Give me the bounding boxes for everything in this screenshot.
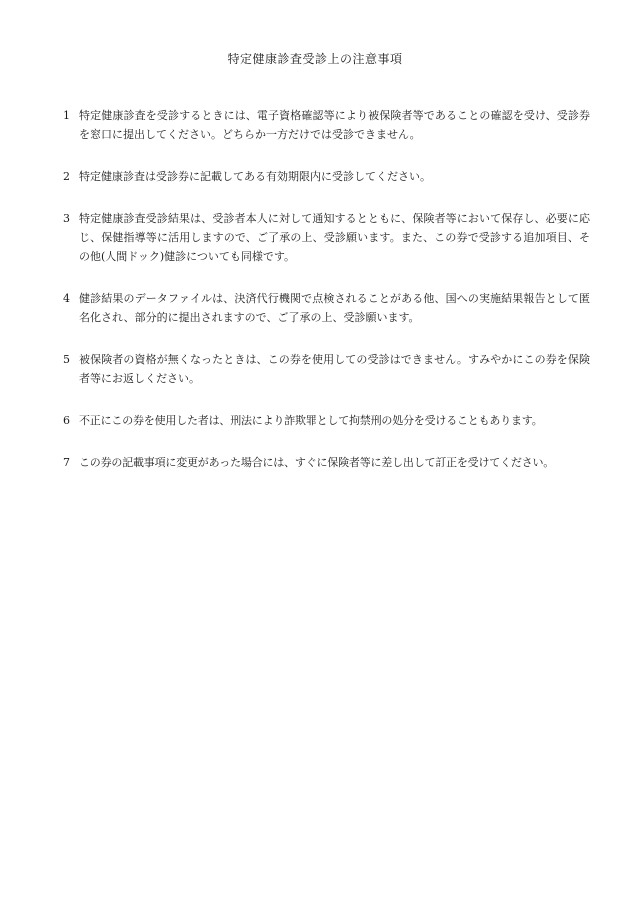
notice-number: 2 [63,170,70,183]
notice-item-1 [60,106,590,144]
notice-item-2 [60,167,590,186]
notice-text: 特定健康診査は受診券に記載してある有効期限内に受診してください。 [79,170,431,183]
notice-text: この券の記載事項に変更があった場合には、すぐに保険者等に差し出して訂正を受けてください。 [79,456,555,469]
notice-list [60,106,590,495]
notice-number: 1 [63,109,70,122]
notice-text: 不正にこの券を使用した者は、刑法により詐欺罪として拘禁刑の処分を受けることもあります。 [79,414,543,427]
notice-text: 健診結果のデータファイルは、決済代行機関で点検されることがある他、国への実施結果報告として匿名化され、部分的に提出されますので、ご了承の上、受診願います。 [79,292,590,324]
notice-item-4 [60,289,590,327]
notice-number: 7 [63,456,70,469]
notice-text: 特定健康診査を受診するときには、電子資格確認等により被保険者等であることの確認を受け、受診券を窓口に提出してください。どちらか一方だけでは受診できません。 [79,109,590,141]
document-title: 特定健康診査受診上の注意事項 [227,52,403,66]
notice-item-6 [60,411,590,430]
notice-item-7 [60,453,590,472]
notice-number: 6 [63,414,70,427]
notice-text: 被保険者の資格が無くなったときは、この券を使用しての受診はできません。すみやかにこの券を保険者等にお返しください。 [79,353,590,385]
notice-number: 4 [63,292,70,305]
notice-number: 5 [63,353,70,366]
notice-item-5 [60,350,590,388]
notice-number: 3 [63,212,70,225]
notice-item-3 [60,209,590,266]
notice-text: 特定健康診査受診結果は、受診者本人に対して通知するとともに、保険者等において保存し、必要に応じ、保健指導等に活用しますので、ご了承の上、受診願います。また、この券で受診する追加項目、その他(人間ドック)健診についても同様です。 [79,212,590,263]
